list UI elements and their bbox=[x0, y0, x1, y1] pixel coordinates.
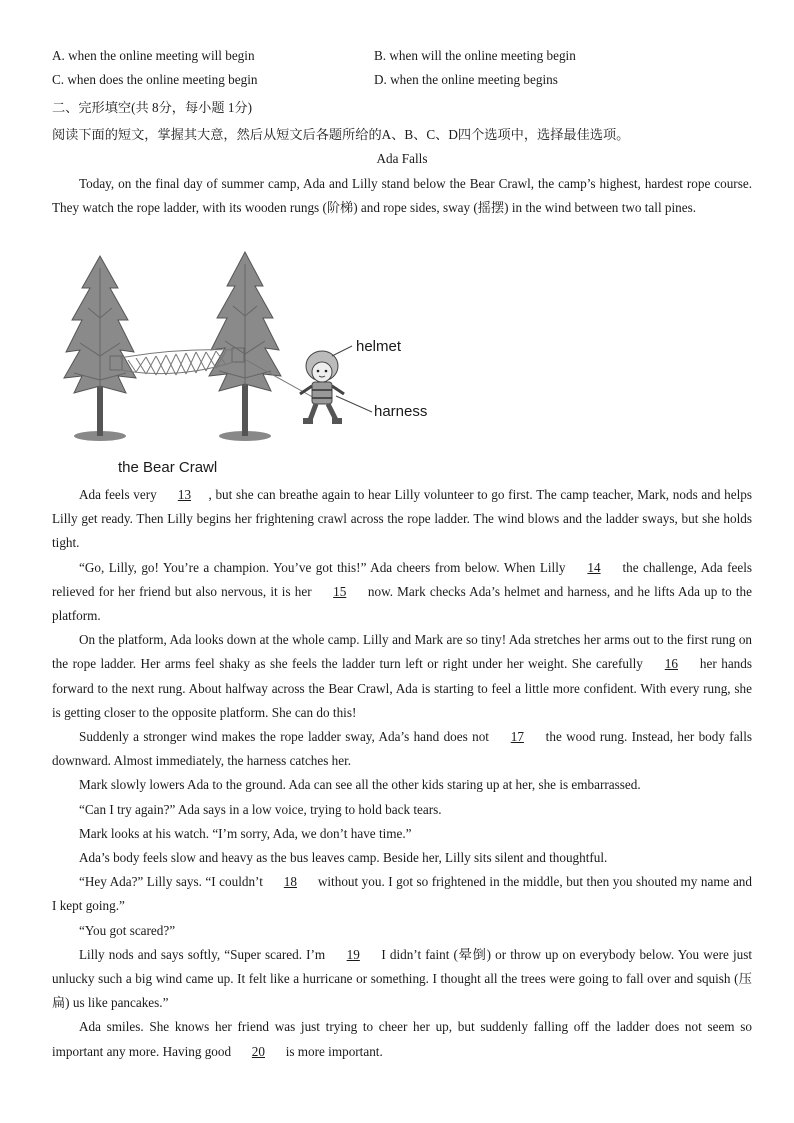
p1-text-b: , but she can breathe again to hear Lilly volunteer to go first. The camp teacher, Mark, nods and helps Lilly get ready. Then Lilly begins her frightening crawl across the rope ladder. The wind blows and the ladder sways, but she holds tight. bbox=[52, 487, 753, 551]
p9-text-a: “Hey Ada?” Lilly says. “I couldn’t bbox=[79, 874, 267, 890]
blank-17[interactable] bbox=[493, 725, 541, 749]
blank-15-number: 15 bbox=[333, 583, 347, 599]
blank-15[interactable] bbox=[316, 580, 364, 604]
blank-13[interactable] bbox=[160, 483, 208, 507]
paragraph-3 bbox=[52, 628, 752, 725]
blank-14[interactable] bbox=[570, 556, 618, 580]
p9-text-b: without you. I got so frightened in the middle, but then you shouted my name and I kept going.” bbox=[52, 874, 752, 914]
bear-crawl-svg bbox=[60, 248, 420, 480]
intro-paragraph bbox=[52, 172, 752, 220]
intro-text: Today, on the final day of summer camp, Ada and Lilly stand below the Bear Crawl, the camp’s highest, hardest rope course. They watch the rope ladder, with its wooden rungs (阶梯) and rope sides, sway (摇摆) in the wind between two tall pines. bbox=[52, 176, 752, 216]
options-row-ab bbox=[52, 48, 752, 68]
paragraph-11 bbox=[52, 943, 752, 1016]
blank-19-number: 19 bbox=[346, 946, 360, 962]
helmet-label: helmet bbox=[356, 338, 402, 355]
blank-16-number: 16 bbox=[664, 656, 678, 672]
p11-text-b: I didn’t faint (晕倒) or throw up on everybody below. You were just unlucky such a big wind came up. It felt like a hurricane or something. I thought all the trees were going to fall over and squish (压扁) us like pancakes.” bbox=[52, 946, 753, 1011]
paragraph-7: Mark looks at his watch. “I’m sorry, Ada, we don’t have time.” bbox=[79, 825, 412, 841]
helmet-pointer bbox=[332, 346, 352, 356]
story-body bbox=[52, 483, 752, 1064]
paragraph-12 bbox=[52, 1015, 752, 1063]
options-row-cd bbox=[52, 72, 752, 92]
p12-text-a: Ada smiles. She knows her friend was just trying to cheer her up, but suddenly falling off the ladder does not seem so important any more. Having good bbox=[52, 1019, 752, 1059]
p2-text-b: the challenge, Ada feels relieved for her friend but also nervous, it is her bbox=[52, 559, 752, 599]
p4-text-a: Suddenly a stronger wind makes the rope ladder sway, Ada’s hand does not bbox=[79, 729, 494, 745]
paragraph-5: Mark slowly lowers Ada to the ground. Ada can see all the other kids staring up at her, she is embarrassed. bbox=[79, 777, 641, 793]
option-d[interactable]: D. when the online meeting begins bbox=[374, 72, 558, 87]
p1-text-a: Ada feels very bbox=[79, 487, 161, 502]
blank-19[interactable] bbox=[329, 943, 377, 967]
p2-text-c: now. Mark checks Ada’s helmet and harness, and he lifts Ada up to the platform. bbox=[52, 583, 752, 624]
paragraph-10: “You got scared?” bbox=[79, 922, 176, 938]
girl-climber bbox=[300, 351, 344, 424]
p3-text-a: On the platform, Ada looks down at the whole camp. Lilly and Mark are so tiny! Ada stretches her arms out to the first rung on the rope ladder. Her arms feel shaky as she feels the ladder turn left or right under her weight. She carefully bbox=[52, 632, 752, 672]
harness-label: harness bbox=[374, 403, 428, 420]
blank-17-number: 17 bbox=[510, 729, 524, 745]
paragraph-8: Ada’s body feels slow and heavy as the bus leaves camp. Beside her, Lilly sits silent and thoughtful. bbox=[79, 850, 608, 866]
left-pine-tree bbox=[64, 256, 136, 436]
harness-pointer bbox=[336, 396, 372, 412]
section-instruction: 阅读下面的短文，掌握其大意，然后从短文后各题所给的A、B、C、D四个选项中，选择最佳选项。 bbox=[52, 127, 630, 142]
blank-14-number: 14 bbox=[587, 559, 601, 575]
paragraph-1 bbox=[52, 483, 752, 556]
bear-crawl-illustration bbox=[60, 248, 428, 480]
figure-caption: the Bear Crawl bbox=[118, 459, 218, 476]
option-a[interactable]: A. when the online meeting will begin bbox=[52, 48, 255, 63]
right-pine-tree bbox=[209, 252, 281, 436]
p4-text-b: the wood rung. Instead, her body falls downward. Almost immediately, the harness catches her. bbox=[52, 729, 753, 769]
blank-18[interactable] bbox=[266, 870, 314, 894]
blank-16[interactable] bbox=[647, 652, 695, 676]
story-title: Ada Falls bbox=[376, 151, 428, 166]
blank-20[interactable] bbox=[234, 1040, 282, 1064]
paragraph-2 bbox=[52, 556, 752, 629]
blank-18-number: 18 bbox=[283, 874, 297, 890]
paragraph-9 bbox=[52, 870, 752, 918]
p2-text-a: “Go, Lilly, go! You’re a champion. You’ve got this!” Ada cheers from below. When Lilly bbox=[79, 559, 570, 575]
option-b[interactable]: B. when will the online meeting begin bbox=[374, 48, 576, 63]
blank-20-number: 20 bbox=[251, 1043, 265, 1059]
option-c[interactable]: C. when does the online meeting begin bbox=[52, 72, 258, 87]
p12-text-b: is more important. bbox=[282, 1043, 383, 1059]
paragraph-4 bbox=[52, 725, 752, 773]
p11-text-a: Lilly nods and says softly, “Super scared. I’m bbox=[79, 946, 330, 962]
p3-text-b: her hands forward to the next rung. About halfway across the Bear Crawl, Ada is starting to feel a little more confident. With every rung, she is getting closer to the opposite platform. She can do this! bbox=[52, 656, 752, 720]
blank-13-number: 13 bbox=[177, 487, 192, 502]
section-heading: 二、完形填空(共 8分，每小题 1分) bbox=[52, 100, 253, 115]
paragraph-6: “Can I try again?” Ada says in a low voice, trying to hold back tears. bbox=[79, 801, 442, 817]
